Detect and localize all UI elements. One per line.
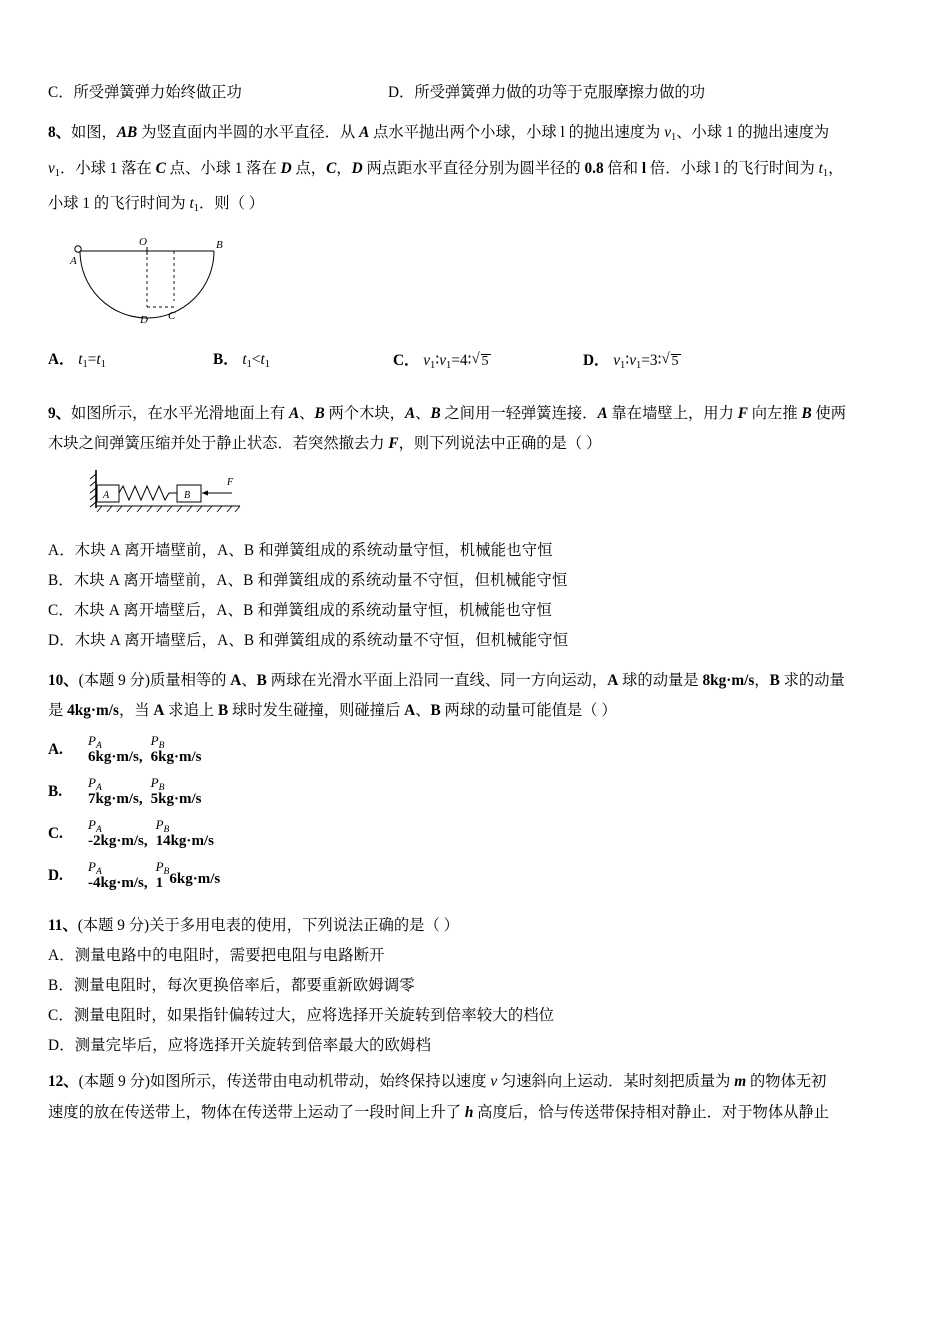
spring-blocks-diagram <box>88 466 278 518</box>
question8-figure <box>62 233 302 333</box>
question9-option-b: B．木块 A 离开墙壁前，A、B 和弹簧组成的系统动量不守恒，但机械能守恒 <box>48 571 568 589</box>
question9-option-d: D．木块 A 离开墙壁后，A、B 和弹簧组成的系统动量不守恒，但机械能守恒 <box>48 631 569 649</box>
question8-text-line1: 如图，AB 为竖直面内半圆的水平直径．从 A 点水平抛出两个小球，小球 l 的抛出速度为 $v_1$、小球 1 的抛出速度为 <box>70 124 830 143</box>
question10-option-b <box>48 775 910 809</box>
question8-options <box>48 345 910 381</box>
question10-option-d-label: D. <box>48 866 63 884</box>
pb-value-c: 14kg·m/s <box>155 832 214 849</box>
question10-option-a <box>48 733 910 767</box>
question8-line2: $v_1$．小球 1 落在 C 点、小球 1 落在 D 点，C，D 两点距水平直径分别为圆半径的 0.8 倍和 l 倍．小球 l 的飞行时间为 $t_1$， <box>48 159 844 179</box>
svg-text:C: C <box>168 309 176 322</box>
pb-value-b: 5kg·m/s <box>150 790 202 807</box>
question12-number: 12、 <box>48 1073 79 1090</box>
question9-option-a: A．木块 A 离开墙壁前，A、B 和弹簧组成的系统动量守恒，机械能也守恒 <box>48 541 553 559</box>
svg-text:O: O <box>139 235 147 248</box>
question8-line1 <box>48 118 910 154</box>
question12-line1: 12、(本题 9 分)如图所示，传送带由电动机带动，始终保持以速度 v 匀速斜向上运动．某时刻把质量为 m 的物体无初 <box>48 1073 827 1090</box>
svg-text:A: A <box>70 254 77 267</box>
question10-line1: 10、(本题 9 分)质量相等的 A、B 两球在光滑水平面上沿同一直线、同一方向运动，A 球的动量是 8kg·m/s，B 求的动量 <box>48 671 845 689</box>
pa-symbol-c: $P_A$ <box>88 816 102 835</box>
question11-text: (本题 9 分)关于多用电表的使用，下列说法正确的是（ ） <box>77 916 459 934</box>
question10-option-d <box>48 859 910 893</box>
question11-option-b: B．测量电阻时，每次更换倍率后，都要重新欧姆调零 <box>48 977 415 994</box>
pb-symbol-b: $P_B$ <box>150 774 165 793</box>
question8-option-d: D． $v_1∶v_1=3∶$ √ 5 <box>583 345 748 381</box>
svg-text:A: A <box>103 489 110 501</box>
question8-option-c: C． $v_1∶v_1=4∶$ √ 5 <box>393 345 583 381</box>
svg-text:F: F <box>227 476 234 488</box>
pa-symbol-a: $P_A$ <box>88 732 102 751</box>
question8-number: 8、 <box>48 124 71 141</box>
pb-value-d: 1 <box>155 874 164 891</box>
question9-option-c: C．木块 A 离开墙壁后，A、B 和弹簧组成的系统动量守恒，机械能也守恒 <box>48 601 552 619</box>
question10-option-c-label: C. <box>48 824 63 842</box>
question8-line3: 小球 1 的飞行时间为 $t_1$．则（ ） <box>48 195 265 214</box>
question11-number: 11、 <box>48 916 78 934</box>
question9-number: 9、 <box>48 404 71 422</box>
question10-option-b-label: B. <box>48 782 63 800</box>
pa-value-d: -4kg·m/s, <box>88 874 148 891</box>
pb-symbol-a: $P_B$ <box>150 732 165 751</box>
question7-option-c: C．所受弹簧弹力始终做正功 <box>48 84 242 101</box>
question11-option-a: A．测量电路中的电阻时，需要把电阻与电路断开 <box>48 947 385 964</box>
question10-line2: 是 4kg·m/s，当 A 求追上 B 球时发生碰撞，则碰撞后 A、B 两球的动量可能值是（ ） <box>48 702 617 719</box>
pa-value-a: 6kg·m/s, <box>88 748 143 765</box>
pa-symbol-b: $P_A$ <box>88 774 102 793</box>
question12-line2: 速度的放在传送带上，物体在传送带上运动了一段时间上升了 h 高度后，恰与传送带保持相对静止．对于物体从静止 <box>48 1103 830 1121</box>
question10-option-a-label: A. <box>48 740 63 758</box>
pb-value-a: 6kg·m/s <box>150 748 202 765</box>
svg-text:D: D <box>140 313 148 326</box>
pa-value-c: -2kg·m/s, <box>88 832 148 849</box>
question7-option-d: D．所受弹簧弹力做的功等于克服摩擦力做的功 <box>388 84 705 101</box>
question11-option-c: C．测量电阻时，如果指针偏转过大，应将选择开关旋转到倍率较大的档位 <box>48 1007 555 1024</box>
question9-figure <box>88 466 278 518</box>
pa-value-b: 7kg·m/s, <box>88 790 143 807</box>
question10-number: 10、 <box>48 671 79 689</box>
question11-line1 <box>48 911 910 942</box>
question10-option-c <box>48 817 910 851</box>
question9-line1: 9、如图所示，在水平光滑地面上有 A、B 两个木块，A、B 之间用一轻弹簧连接．A 靠在墙壁上，用力 F 向左推 B 使两 <box>48 404 847 422</box>
question11-option-d: D．测量完毕后，应将选择开关旋转到倍率最大的欧姆档 <box>48 1037 432 1054</box>
pa-symbol-d: $P_A$ <box>88 858 102 877</box>
question8-option-a: A． $t_1=t_1$ <box>48 351 106 370</box>
svg-text:B: B <box>184 489 191 501</box>
svg-text:B: B <box>216 238 223 251</box>
document-content <box>48 78 910 1128</box>
pb-symbol-d: $P_B$ <box>155 858 170 877</box>
question9-line2: 木块之间弹簧压缩并处于静止状态．若突然撤去力 F，则下列说法中正确的是（ ） <box>48 435 602 452</box>
pb-value-d2: 6kg·m/s <box>169 870 221 887</box>
question7-options-row <box>48 78 910 108</box>
question8-option-b: B． $t_1<t_1$ <box>213 351 270 370</box>
pb-symbol-c: $P_B$ <box>155 816 170 835</box>
semicircle-projectile-diagram <box>62 233 302 333</box>
